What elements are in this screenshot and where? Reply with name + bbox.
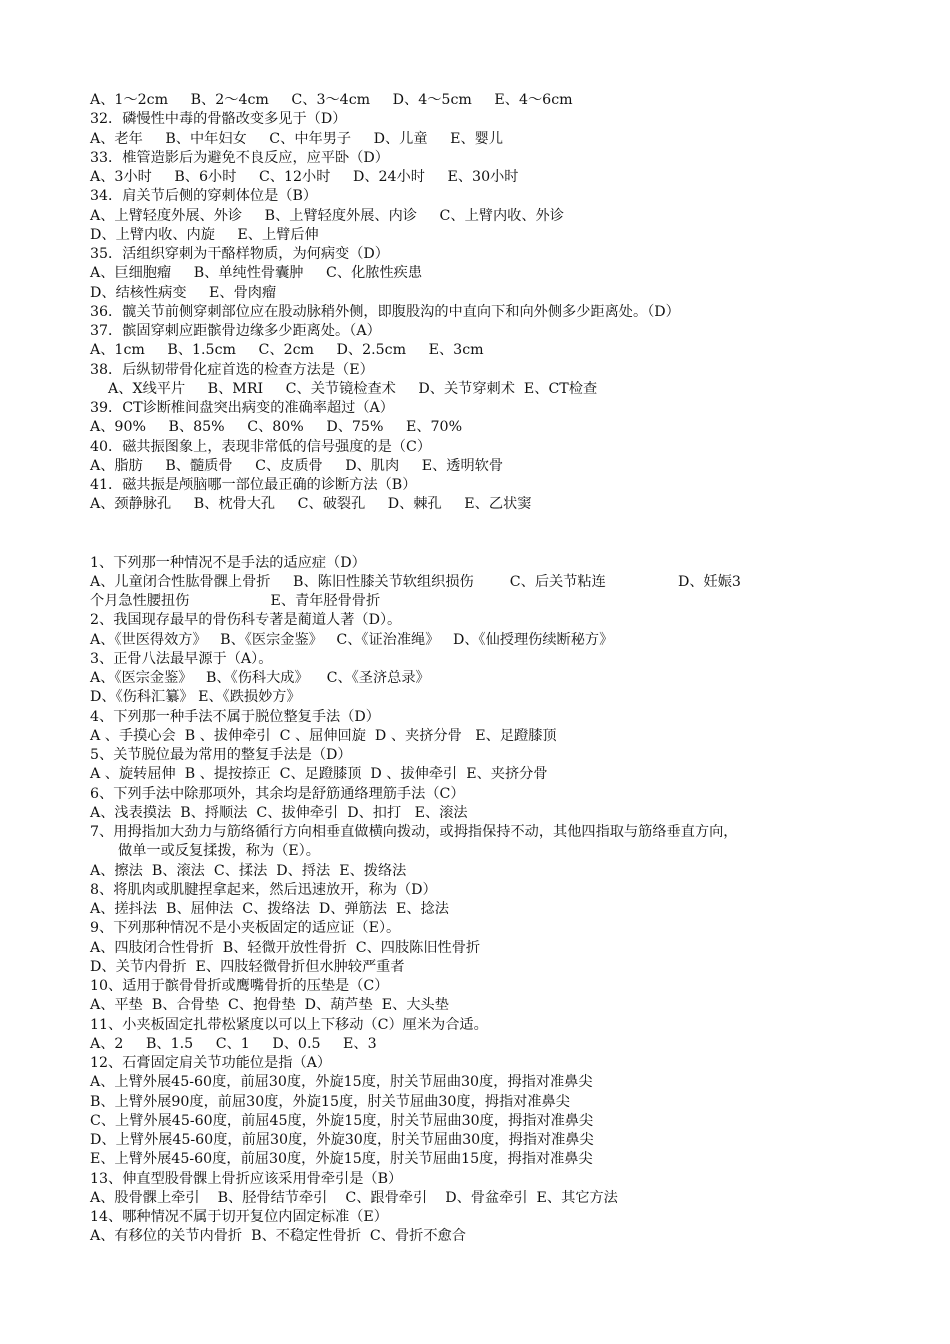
text-line: A、2 B、1.5 C、1 D、0.5 E、3 [90, 1035, 377, 1052]
question-section-imaging [90, 91, 870, 515]
text-line: A、擦法 B、滚法 C、揉法 D、捋法 E、拨络法 [90, 862, 407, 879]
text-line: 9、下列那种情况不是小夹板固定的适应证（E）。 [90, 920, 401, 937]
text-line: A 、手摸心会 B 、拔伸牵引 C 、屈伸回旋 D 、夹挤分骨 E、足蹬膝顶 [90, 727, 557, 744]
text-line: A、《医宗金鉴》 B、《伤科大成》 C、《圣济总录》 [90, 670, 430, 686]
text-line: A、脂肪 B、髓质骨 C、皮质骨 D、肌肉 E、透明软骨 [90, 457, 504, 474]
text-line: 37．髌固穿刺应距髌骨边缘多少距离处。（A） [90, 323, 381, 339]
text-line: 40．磁共振图象上，表现非常低的信号强度的是（C） [90, 438, 432, 455]
text-line: 32．磷慢性中毒的骨骼改变多见于（D） [90, 111, 347, 128]
text-line: 3、正骨八法最早源于（A）。 [90, 650, 273, 667]
text-line: D、关节内骨折 E、四肢轻微骨折但水肿较严重者 [90, 958, 405, 975]
text-line: 4、下列那一种手法不属于脱位整复手法（D） [90, 708, 380, 725]
text-line: 5、关节脱位最为常用的整复手法是（D） [90, 747, 352, 763]
text-line: 35．活组织穿刺为干酪样物质，为何病变（D） [90, 246, 389, 262]
text-line: 8、将肌肉或肌腱捏拿起来，然后迅速放开，称为（D） [90, 881, 437, 898]
text-line: A、股骨髁上牵引 B、胫骨结节牵引 C、跟骨牵引 D、骨盆牵引 E、其它方法 [90, 1189, 618, 1206]
text-line: A 、旋转屈伸 B 、提按捺正 C、足蹬膝顶 D 、拔伸牵引 E、夹挤分骨 [90, 766, 548, 783]
text-line: 10、适用于髌骨骨折或鹰嘴骨折的压垫是（C） [90, 978, 389, 994]
text-line: D、《伤科汇纂》 E、《跌损妙方》 [90, 689, 301, 706]
text-line: 做单一或反复揉拨，称为（E）。 [118, 843, 320, 860]
text-line: A、颈静脉孔 B、枕骨大孔 C、破裂孔 D、棘孔 E、乙状窦 [90, 496, 532, 513]
text-line: A、巨细胞瘤 B、单纯性骨囊肿 C、化脓性疾患 [90, 265, 423, 282]
text-line: 33．椎管造影后为避免不良反应，应平卧（D） [90, 149, 389, 166]
text-line: A、上臂轻度外展、外诊 B、上臂轻度外展、内诊 C、上臂内收、外诊 [90, 207, 564, 224]
text-line: 34．肩关节后侧的穿刺体位是（B） [90, 188, 318, 205]
text-line: A、搓抖法 B、屈伸法 C、拨络法 D、弹筋法 E、捻法 [90, 901, 449, 917]
text-line: A、上臂外展45-60度，前屈30度，外旋15度，肘关节屈曲30度，拇指对准鼻尖 [90, 1074, 593, 1091]
text-line: 6、下列手法中除那项外，其余均是舒筋通络理筋手法（C） [90, 785, 465, 802]
text-line: A、浅表摸法 B、捋顺法 C、拔伸牵引 D、扣打 E、滚法 [90, 804, 468, 821]
text-line: D、上臂外展45-60度，前屈30度，外旋30度，肘关节屈曲30度，拇指对准鼻尖 [90, 1132, 594, 1148]
text-line: A、X线平片 B、MRI C、关节镜检查术 D、关节穿刺术 E、CT检查 [90, 380, 598, 397]
text-line: A、3小时 B、6小时 C、12小时 D、24小时 E、30小时 [90, 169, 519, 185]
text-line: B、上臂外展90度，前屈30度，外旋15度，肘关节屈曲30度，拇指对准鼻尖 [90, 1093, 570, 1110]
text-line: A、老年 B、中年妇女 C、中年男子 D、儿童 E、婴儿 [90, 130, 504, 147]
text-line: 12、石膏固定肩关节功能位是指（A） [90, 1055, 332, 1071]
text-line: A、平垫 B、合骨垫 C、抱骨垫 D、葫芦垫 E、大头垫 [90, 997, 449, 1014]
document-page [90, 91, 870, 1247]
text-line: E、上臂外展45-60度，前屈30度，外旋15度，肘关节屈曲15度，拇指对准鼻尖 [90, 1151, 593, 1168]
text-line: 38．后纵韧带骨化症首选的检查方法是（E） [90, 361, 374, 378]
question-section-manipulation [90, 554, 870, 1247]
text-line: A、有移位的关节内骨折 B、不稳定性骨折 C、骨折不愈合 [90, 1228, 466, 1245]
text-line: D、结核性病变 E、骨肉瘤 [90, 284, 277, 301]
text-line: A、1cm B、1.5cm C、2cm D、2.5cm E、3cm [90, 342, 484, 359]
text-line: 14、哪种情况不属于切开复位内固定标准（E） [90, 1209, 388, 1225]
text-line: 2、我国现存最早的骨伤科专著是蔺道人著（D）。 [90, 612, 402, 629]
text-line: 1、下列那一种情况不是手法的适应症（D） [90, 554, 366, 571]
text-line: 11、小夹板固定扎带松紧度以可以上下移动（C）厘米为合适。 [90, 1016, 488, 1033]
text-line: 7、用拇指加大劲力与筋络循行方向相垂直做横向拨动，或拇指保持不动，其他四指取与筋络垂直方向， [90, 824, 738, 840]
text-line: A、《世医得效方》 B、《医宗金鉴》 C、《证治准绳》 D、《仙授理伤续断秘方》 [90, 631, 614, 648]
text-line: 41．磁共振是颅脑哪一部位最正确的诊断方法（B） [90, 477, 417, 493]
text-line: 39．CT诊断椎间盘突出病变的准确率超过（A） [90, 400, 394, 416]
text-line: C、上臂外展45-60度，前屈45度，外旋15度，肘关节屈曲30度，拇指对准鼻尖 [90, 1112, 594, 1129]
text-line: A、90% B、85% C、80% D、75% E、70% [90, 419, 463, 436]
text-line: 个月急性腰扭伤 E、青年胫骨骨折 [90, 593, 381, 609]
text-line: A、1～2cm B、2～4cm C、3～4cm D、4～5cm E、4～6cm [90, 92, 573, 108]
text-line: D、上臂内收、内旋 E、上臂后伸 [90, 226, 319, 243]
text-line: 36．髋关节前侧穿刺部位应在股动脉稍外侧，即腹股沟的中直向下和向外侧多少距离处。（D） [90, 303, 680, 320]
section-gap [90, 515, 870, 554]
text-line: 13、伸直型股骨髁上骨折应该采用骨牵引是（B） [90, 1170, 403, 1187]
text-line: A、四肢闭合性骨折 B、轻微开放性骨折 C、四肢陈旧性骨折 [90, 939, 481, 956]
text-line: A、儿童闭合性肱骨髁上骨折 B、陈旧性膝关节软组织损伤 C、后关节粘连 D、妊娠3 [90, 573, 741, 590]
